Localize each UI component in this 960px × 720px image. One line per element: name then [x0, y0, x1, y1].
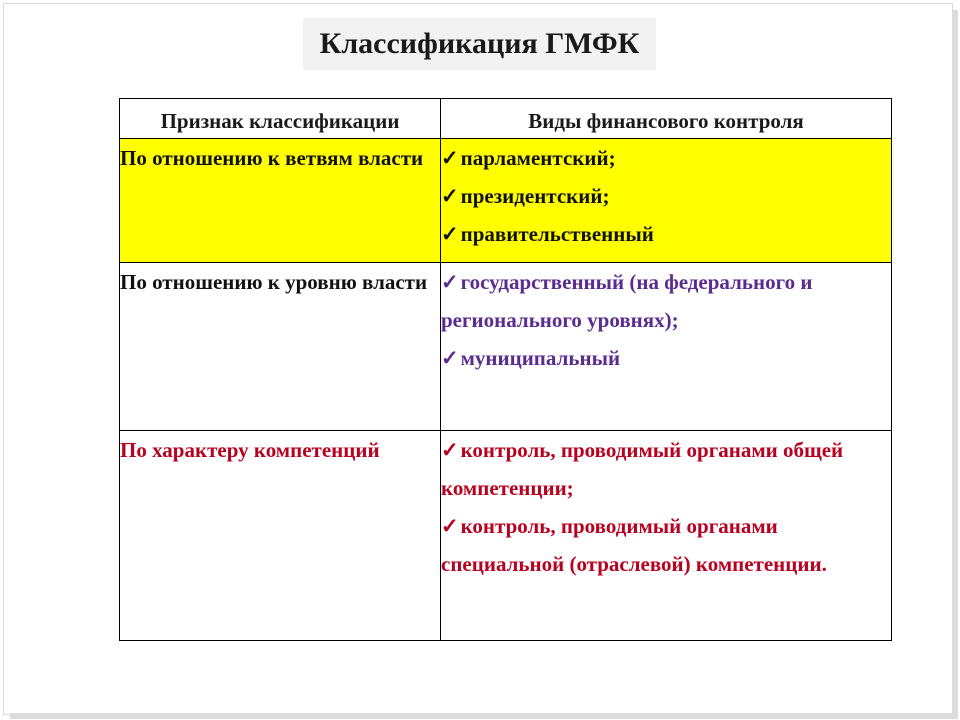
table-row [120, 139, 892, 263]
list-item: ✓парламентский; [441, 146, 616, 170]
check-icon: ✓ [441, 514, 459, 538]
criterion-cell [120, 431, 441, 641]
list-item: ✓правительственный [441, 222, 654, 246]
criterion-text: По отношению к уровню власти [120, 270, 428, 294]
criterion-text: По отношению к ветвям власти [120, 146, 424, 170]
check-icon: ✓ [441, 270, 459, 294]
table-row [120, 263, 892, 431]
list-item: ✓контроль, проводимый органами специальной (отраслевой) компетенции. [441, 514, 827, 576]
header-criterion: Признак классификации [120, 99, 441, 139]
table-header-row [120, 99, 892, 139]
check-icon: ✓ [441, 146, 459, 170]
list-item: ✓контроль, проводимый органами общей компетенции; [441, 438, 844, 500]
classification-table [119, 98, 892, 641]
table-row [120, 431, 892, 641]
list-item: ✓президентский; [441, 184, 610, 208]
criterion-text: По характеру компетенций [120, 438, 380, 462]
check-icon: ✓ [441, 184, 459, 208]
types-cell [441, 263, 892, 431]
types-cell [441, 139, 892, 263]
header-types: Виды финансового контроля [441, 99, 892, 139]
list-item: ✓государственный (на федерального и регионального уровнях); [441, 270, 813, 332]
types-cell [441, 431, 892, 641]
list-item: ✓муниципальный [441, 346, 621, 370]
slide-shadow-right [952, 10, 958, 718]
criterion-cell [120, 263, 441, 431]
slide-shadow-bottom [10, 713, 958, 719]
check-icon: ✓ [441, 438, 459, 462]
title-box [303, 18, 656, 70]
check-icon: ✓ [441, 346, 459, 370]
check-icon: ✓ [441, 222, 459, 246]
criterion-cell [120, 139, 441, 263]
page-title: Классификация ГМФК [319, 27, 640, 60]
